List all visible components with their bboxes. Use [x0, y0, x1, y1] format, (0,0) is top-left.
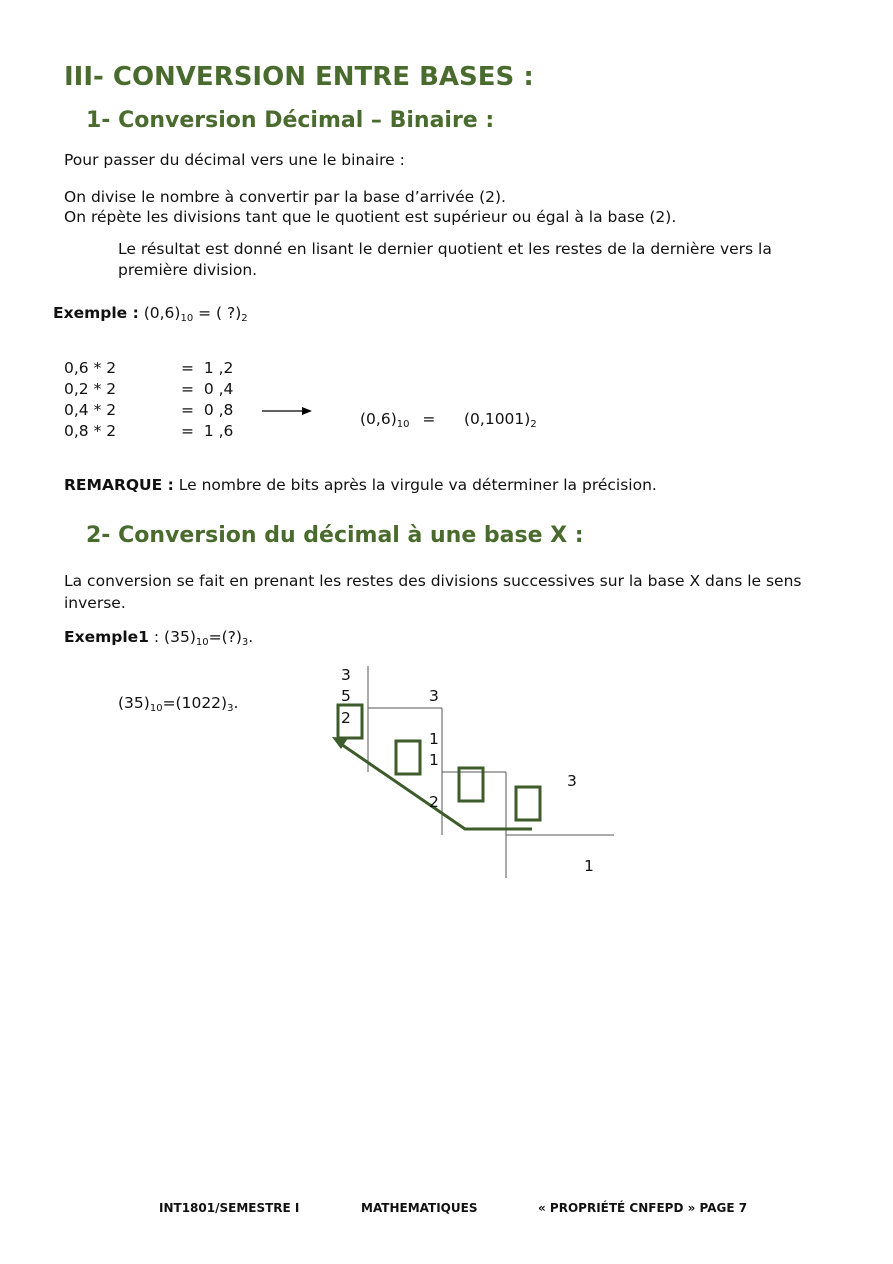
- section1-heading: 1- Conversion Décimal – Binaire :: [86, 108, 495, 133]
- example-line: [53, 304, 248, 322]
- example-rhs-base: 2: [241, 313, 248, 324]
- remark-text: Le nombre de bits après la virgule va déterminer la précision.: [173, 476, 657, 494]
- section2-text-a: La conversion se fait en prenant les restes des divisions successives sur la base X dans le sens: [64, 572, 802, 590]
- calc-op: 0,6 * 2: [64, 359, 117, 377]
- answer-end: .: [233, 694, 239, 712]
- example2-lhs-base: 10: [195, 637, 209, 648]
- remainder-box: [459, 768, 483, 801]
- example-lhs-base: 10: [180, 313, 194, 324]
- section1-line1: On divise le nombre à convertir par la base d’arrivée (2).: [64, 188, 506, 206]
- dividend-digit: 5: [341, 687, 351, 705]
- dividend-digit: 3: [341, 666, 351, 684]
- answer-rhs-base: 3: [227, 703, 234, 714]
- final-quotient: 1: [584, 857, 594, 875]
- remainder-2: 2: [429, 793, 439, 811]
- section1-intro: Pour passer du décimal vers une le binaire :: [64, 151, 405, 169]
- calc-res: = 0 ,8: [181, 401, 234, 419]
- result-lhs-base: 10: [396, 419, 410, 430]
- result-rhs: (0,1001): [464, 410, 531, 428]
- page-title: III- CONVERSION ENTRE BASES :: [64, 62, 534, 92]
- result-lhs: (0,6): [360, 410, 397, 428]
- calc-res: = 1 ,6: [181, 422, 234, 440]
- section2-heading: 2- Conversion du décimal à une base X :: [86, 523, 584, 548]
- arrow-right-icon: [262, 404, 314, 418]
- result-rhs-base: 2: [530, 419, 537, 430]
- example2-end: .: [248, 628, 254, 646]
- answer-lhs-base: 10: [149, 703, 163, 714]
- example2-eq: =(?): [208, 628, 242, 646]
- section1-line2: On répète les divisions tant que le quotient est supérieur ou égal à la base (2).: [64, 208, 677, 226]
- example-label: Exemple :: [53, 304, 139, 322]
- answer-line: [118, 694, 238, 712]
- example2-rhs-base: 3: [241, 637, 249, 648]
- remainder-box: [396, 741, 420, 774]
- calc-operations: [64, 359, 116, 443]
- divisor-2: 3: [567, 772, 577, 790]
- division-diagram: [320, 660, 630, 885]
- section1-line3a: Le résultat est donné en lisant le dernier quotient et les restes de la dernière vers la: [118, 240, 772, 258]
- section2-text-b: inverse.: [64, 594, 126, 612]
- calc-op: 0,8 * 2: [64, 422, 117, 440]
- calc-res: = 0 ,4: [181, 380, 234, 398]
- remark-label: REMARQUE :: [64, 476, 174, 494]
- example2-label: Exemple1: [64, 628, 149, 646]
- answer-lhs: (35): [118, 694, 150, 712]
- example-lhs: (0,6): [143, 304, 181, 322]
- footer-page: « PROPRIÉTÉ CNFEPD » PAGE 7: [538, 1201, 748, 1215]
- calc-op: 0,2 * 2: [64, 380, 117, 398]
- result-rhs-group: [464, 410, 537, 428]
- quotient-digit: 1: [429, 751, 439, 769]
- footer-subject: MATHEMATIQUES: [361, 1201, 478, 1215]
- divisor-1: 3: [429, 687, 439, 705]
- result-eq: =: [422, 410, 436, 428]
- remainder-box: [516, 787, 540, 820]
- calc-op: 0,4 * 2: [64, 401, 117, 419]
- footer-code: INT1801/SEMESTRE I: [159, 1201, 300, 1215]
- answer-eq: =(1022): [162, 694, 228, 712]
- calc-results: [181, 359, 233, 443]
- remark: [64, 476, 657, 494]
- example2-colon: :: [148, 628, 165, 646]
- example2-lhs: (35): [164, 628, 196, 646]
- quotient-digit: 1: [429, 730, 439, 748]
- result-lhs-group: [360, 410, 435, 428]
- example-eq: = ( ?): [198, 304, 242, 322]
- calc-res: = 1 ,2: [181, 359, 234, 377]
- example2-line: [64, 628, 253, 646]
- section1-line3b: première division.: [118, 261, 258, 279]
- remainder-1: 2: [341, 709, 351, 727]
